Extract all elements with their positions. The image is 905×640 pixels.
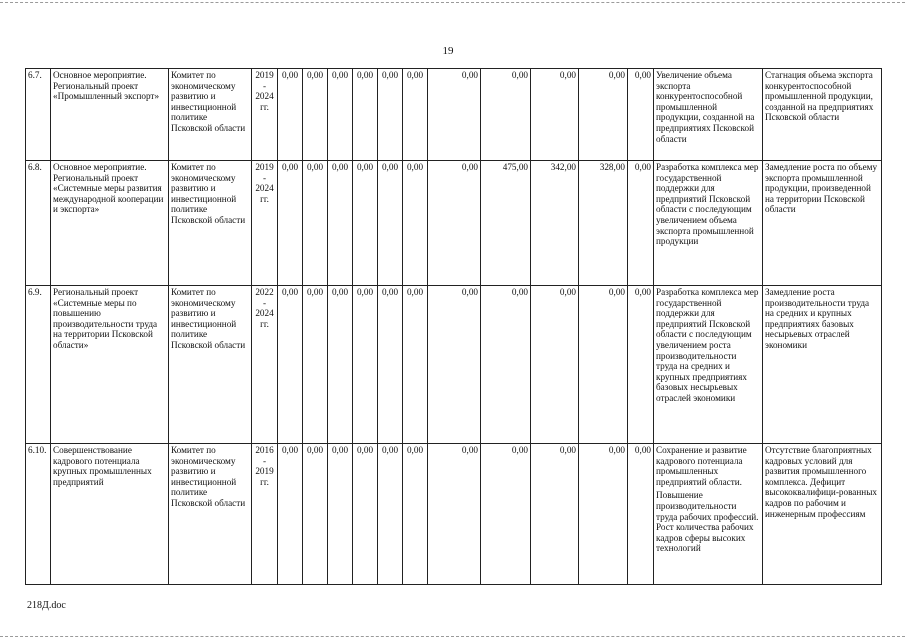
funding-amount: 0,00 bbox=[579, 444, 628, 585]
funding-value: 0,00 bbox=[353, 69, 378, 161]
funding-value: 0,00 bbox=[378, 286, 403, 444]
funding-amount: 328,00 bbox=[579, 161, 628, 286]
expected-result bbox=[654, 161, 763, 286]
period-cell bbox=[252, 69, 278, 161]
top-scan-edge bbox=[0, 2, 905, 3]
page-number: 19 bbox=[442, 45, 454, 57]
funding-value: 0,00 bbox=[403, 286, 428, 444]
funding-value: 0,00 bbox=[353, 286, 378, 444]
expected-result bbox=[654, 444, 763, 585]
table-row bbox=[26, 444, 882, 585]
row-code: 6.10. bbox=[26, 444, 51, 585]
period-part: 2022 bbox=[255, 287, 274, 297]
period-cell bbox=[252, 286, 278, 444]
funding-amount: 0,00 bbox=[428, 444, 481, 585]
funding-amount: 0,00 bbox=[531, 444, 579, 585]
funding-value: 0,00 bbox=[328, 69, 353, 161]
funding-value: 0,00 bbox=[278, 69, 303, 161]
funding-value: 0,00 bbox=[278, 286, 303, 444]
period-part: 2019 bbox=[255, 70, 274, 80]
period-part: 2019 bbox=[255, 466, 274, 477]
funding-value: 0,00 bbox=[303, 286, 328, 444]
funding-value: 0,00 bbox=[403, 69, 428, 161]
period-cell bbox=[252, 161, 278, 286]
period-part: - bbox=[262, 172, 267, 183]
funding-amount: 0,00 bbox=[579, 69, 628, 161]
funding-amount: 0,00 bbox=[481, 444, 531, 585]
funding-value: 0,00 bbox=[353, 161, 378, 286]
funding-amount: 475,00 bbox=[481, 161, 531, 286]
funding-value: 0,00 bbox=[378, 69, 403, 161]
table-row bbox=[26, 69, 882, 161]
measure-name: Основное мероприятие. Региональный проект «Системные меры развития международной кооперации и экспорта» bbox=[51, 161, 169, 286]
funding-amount: 0,00 bbox=[628, 444, 654, 585]
table-row bbox=[26, 286, 882, 444]
period-part: 2016 bbox=[255, 445, 274, 455]
funding-amount: 0,00 bbox=[428, 161, 481, 286]
file-name: 218Д.doc bbox=[27, 600, 66, 611]
row-code: 6.7. bbox=[26, 69, 51, 161]
measure-name: Основное мероприятие. Региональный проект «Промышленный экспорт» bbox=[51, 69, 169, 161]
funding-amount: 342,00 bbox=[531, 161, 579, 286]
funding-amount: 0,00 bbox=[481, 69, 531, 161]
period-part: гг. bbox=[260, 101, 269, 112]
period-cell bbox=[252, 444, 278, 585]
expected-result bbox=[654, 286, 763, 444]
period-part: гг. bbox=[260, 476, 269, 487]
funding-value: 0,00 bbox=[378, 444, 403, 585]
expected-result bbox=[654, 69, 763, 161]
result-paragraph: Повышение производительности труда рабочих профессий. Рост количества рабочих кадров сферы высоких технологий bbox=[656, 490, 759, 554]
funding-value: 0,00 bbox=[403, 161, 428, 286]
result-paragraph: Сохранение и развитие кадрового потенциала промышленных предприятий области. bbox=[656, 445, 747, 487]
period-part: 2024 bbox=[255, 183, 274, 194]
consequence: Замедление роста производительности труда на средних и крупных предприятиях базовых несырьевых отраслей экономики bbox=[763, 286, 882, 444]
funding-amount: 0,00 bbox=[428, 286, 481, 444]
period-part: гг. bbox=[260, 318, 269, 329]
funding-amount: 0,00 bbox=[428, 69, 481, 161]
funding-value: 0,00 bbox=[278, 444, 303, 585]
result-paragraph: Увеличение объема экспорта конкурентоспособной промышленной продукции, созданной на предприятиях Псковской области bbox=[656, 70, 755, 144]
consequence: Стагнация объема экспорта конкурентоспособной промышленной продукции, созданной на предприятиях Псковской области bbox=[763, 69, 882, 161]
funding-value: 0,00 bbox=[378, 161, 403, 286]
period-part: 2019 bbox=[255, 162, 274, 172]
consequence: Замедление роста по объему экспорта промышленной продукции, произведенной на территории Псковской области bbox=[763, 161, 882, 286]
row-code: 6.8. bbox=[26, 161, 51, 286]
funding-value: 0,00 bbox=[303, 161, 328, 286]
funding-amount: 0,00 bbox=[628, 161, 654, 286]
bottom-scan-edge bbox=[0, 636, 905, 637]
funding-value: 0,00 bbox=[403, 444, 428, 585]
funding-value: 0,00 bbox=[328, 444, 353, 585]
table-row bbox=[26, 161, 882, 286]
period-part: - bbox=[262, 80, 267, 91]
funding-value: 0,00 bbox=[328, 286, 353, 444]
funding-amount: 0,00 bbox=[531, 286, 579, 444]
executor: Комитет по экономическому развитию и инвестиционной политике Псковской области bbox=[169, 69, 252, 161]
funding-amount: 0,00 bbox=[628, 69, 654, 161]
period-part: 2024 bbox=[255, 308, 274, 319]
row-code: 6.9. bbox=[26, 286, 51, 444]
period-part: - bbox=[262, 297, 267, 308]
executor: Комитет по экономическому развитию и инвестиционной политике Псковской области bbox=[169, 161, 252, 286]
result-paragraph: Разработка комплекса мер государственной поддержки для предприятий Псковской области с последующим увеличением объема экспорта промышленной продукции bbox=[656, 162, 759, 247]
measure-name: Региональный проект «Системные меры по повышению производительности труда на территории Псковской области» bbox=[51, 286, 169, 444]
funding-amount: 0,00 bbox=[628, 286, 654, 444]
measure-name: Совершенствование кадрового потенциала крупных промышленных предприятий bbox=[51, 444, 169, 585]
period-part: гг. bbox=[260, 193, 269, 204]
period-part: - bbox=[262, 455, 267, 466]
consequence: Отсутствие благоприятных кадровых условий для развития промышленного комплекса. Дефицит высококвалифици-рованных кадров по рабочим и инженерным профессиям bbox=[763, 444, 882, 585]
funding-amount: 0,00 bbox=[481, 286, 531, 444]
executor: Комитет по экономическому развитию и инвестиционной политике Псковской области bbox=[169, 286, 252, 444]
measures-table bbox=[25, 68, 882, 585]
result-paragraph: Разработка комплекса мер государственной поддержки для предприятий Псковской области с последующим увеличением роста производительности труда на средних и крупных предприятиях базовых несырьевых отраслей экономики bbox=[656, 287, 759, 403]
funding-value: 0,00 bbox=[303, 69, 328, 161]
funding-amount: 0,00 bbox=[579, 286, 628, 444]
executor: Комитет по экономическому развитию и инвестиционной политике Псковской области bbox=[169, 444, 252, 585]
funding-value: 0,00 bbox=[303, 444, 328, 585]
period-part: 2024 bbox=[255, 91, 274, 102]
funding-value: 0,00 bbox=[353, 444, 378, 585]
funding-value: 0,00 bbox=[278, 161, 303, 286]
funding-value: 0,00 bbox=[328, 161, 353, 286]
funding-amount: 0,00 bbox=[531, 69, 579, 161]
